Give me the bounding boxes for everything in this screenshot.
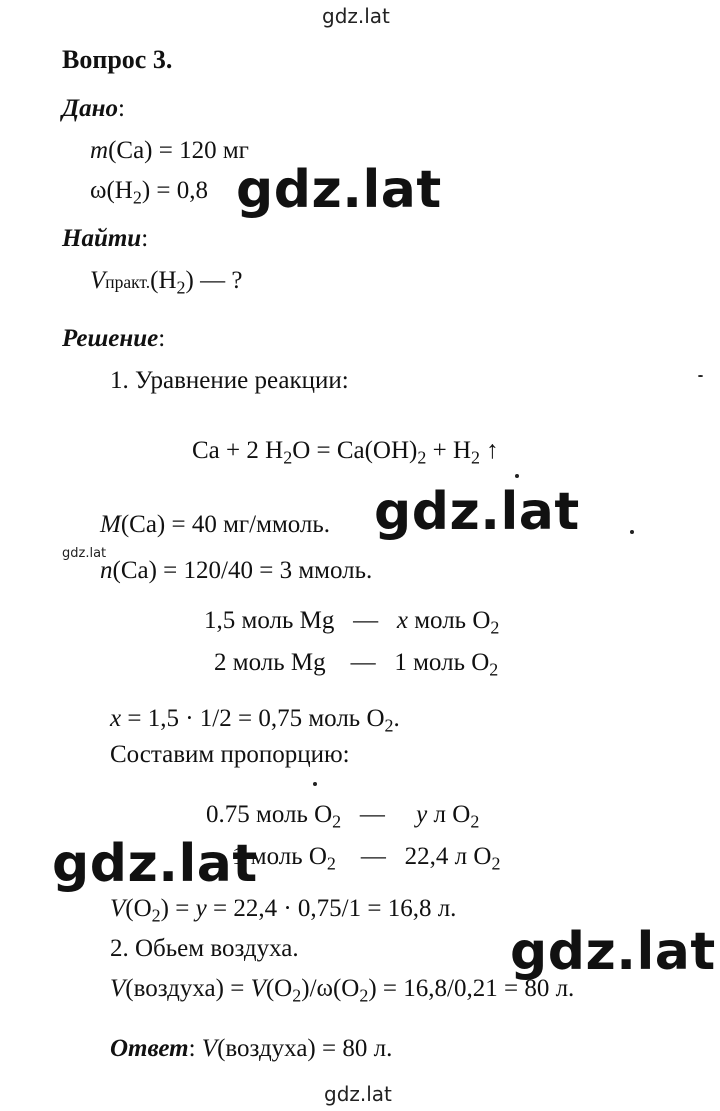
- solution-label: Решение: [62, 325, 159, 352]
- solution-heading: Решение:: [62, 325, 166, 352]
- amount-ca: n(Ca) = 120/40 = 3 ммоль.: [100, 557, 373, 584]
- watermark-top: gdz.lat: [322, 4, 390, 28]
- v-air-calculation: V(воздуха) = $V(O_2)/\omega(O_2) = 16,8/0,21 = 80$ л.: [110, 975, 575, 1006]
- given-label: Дано: [62, 95, 118, 122]
- find-label: Найти: [62, 225, 142, 252]
- solution-step2: 2. Обьем воздуха.: [110, 935, 299, 962]
- compose-proportion: Составим пропорцию:: [110, 741, 350, 768]
- stray-dot: [313, 782, 317, 786]
- stray-dot: [698, 375, 703, 377]
- solution-step1: 1. Уравнение реакции:: [110, 367, 349, 394]
- answer-label: Ответ: [110, 1035, 189, 1062]
- find-heading: Найти:: [62, 225, 149, 252]
- proportion1-row1: 1,5 моль Mg — x моль $O_2$: [204, 607, 500, 638]
- answer-line: Ответ: V(воздуха) = 80 л.: [110, 1035, 393, 1062]
- x-calculation: x = 1,5 · 1/2 = 0,75 моль $O_2$.: [110, 705, 400, 736]
- stray-dot: [630, 530, 634, 534]
- v-o2-calculation: $V(O_2) = y = 22,4 \cdot 0,75/1 = 16,8$ л.: [110, 895, 457, 926]
- watermark-1: gdz.lat: [236, 160, 442, 220]
- given-mass-ca: m(Ca) = 120 мг: [90, 137, 249, 164]
- watermark-3: gdz.lat: [52, 834, 258, 894]
- given-heading: Дано:: [62, 95, 125, 122]
- molar-mass-ca: M(Ca) = 40 мг/ммоль.: [100, 511, 331, 538]
- proportion2-row2: 1 моль $O_2$ — 22,4 л $O_2$: [232, 843, 501, 874]
- find-v-prakt: $Vпракт.(H_2)$ — ?: [90, 267, 243, 298]
- watermark-small: gdz.lat: [62, 546, 107, 561]
- proportion1-row2: 2 моль Mg — 1 моль $O_2$: [214, 649, 499, 680]
- proportion2-row1: 0.75 моль $O_2$ — y л $O_2$: [206, 801, 480, 832]
- reaction-equation: Ca + 2 $H_2O = Ca(OH)_2 + H_2$ ↑: [192, 437, 499, 468]
- question-title: Вопрос 3.: [62, 45, 173, 74]
- watermark-bottom: gdz.lat: [324, 1082, 392, 1106]
- watermark-2: gdz.lat: [374, 482, 580, 542]
- watermark-4: gdz.lat: [510, 922, 716, 982]
- given-omega-h2: $\omega(H_2) = 0,8$: [90, 177, 209, 208]
- stray-dot: [515, 474, 519, 478]
